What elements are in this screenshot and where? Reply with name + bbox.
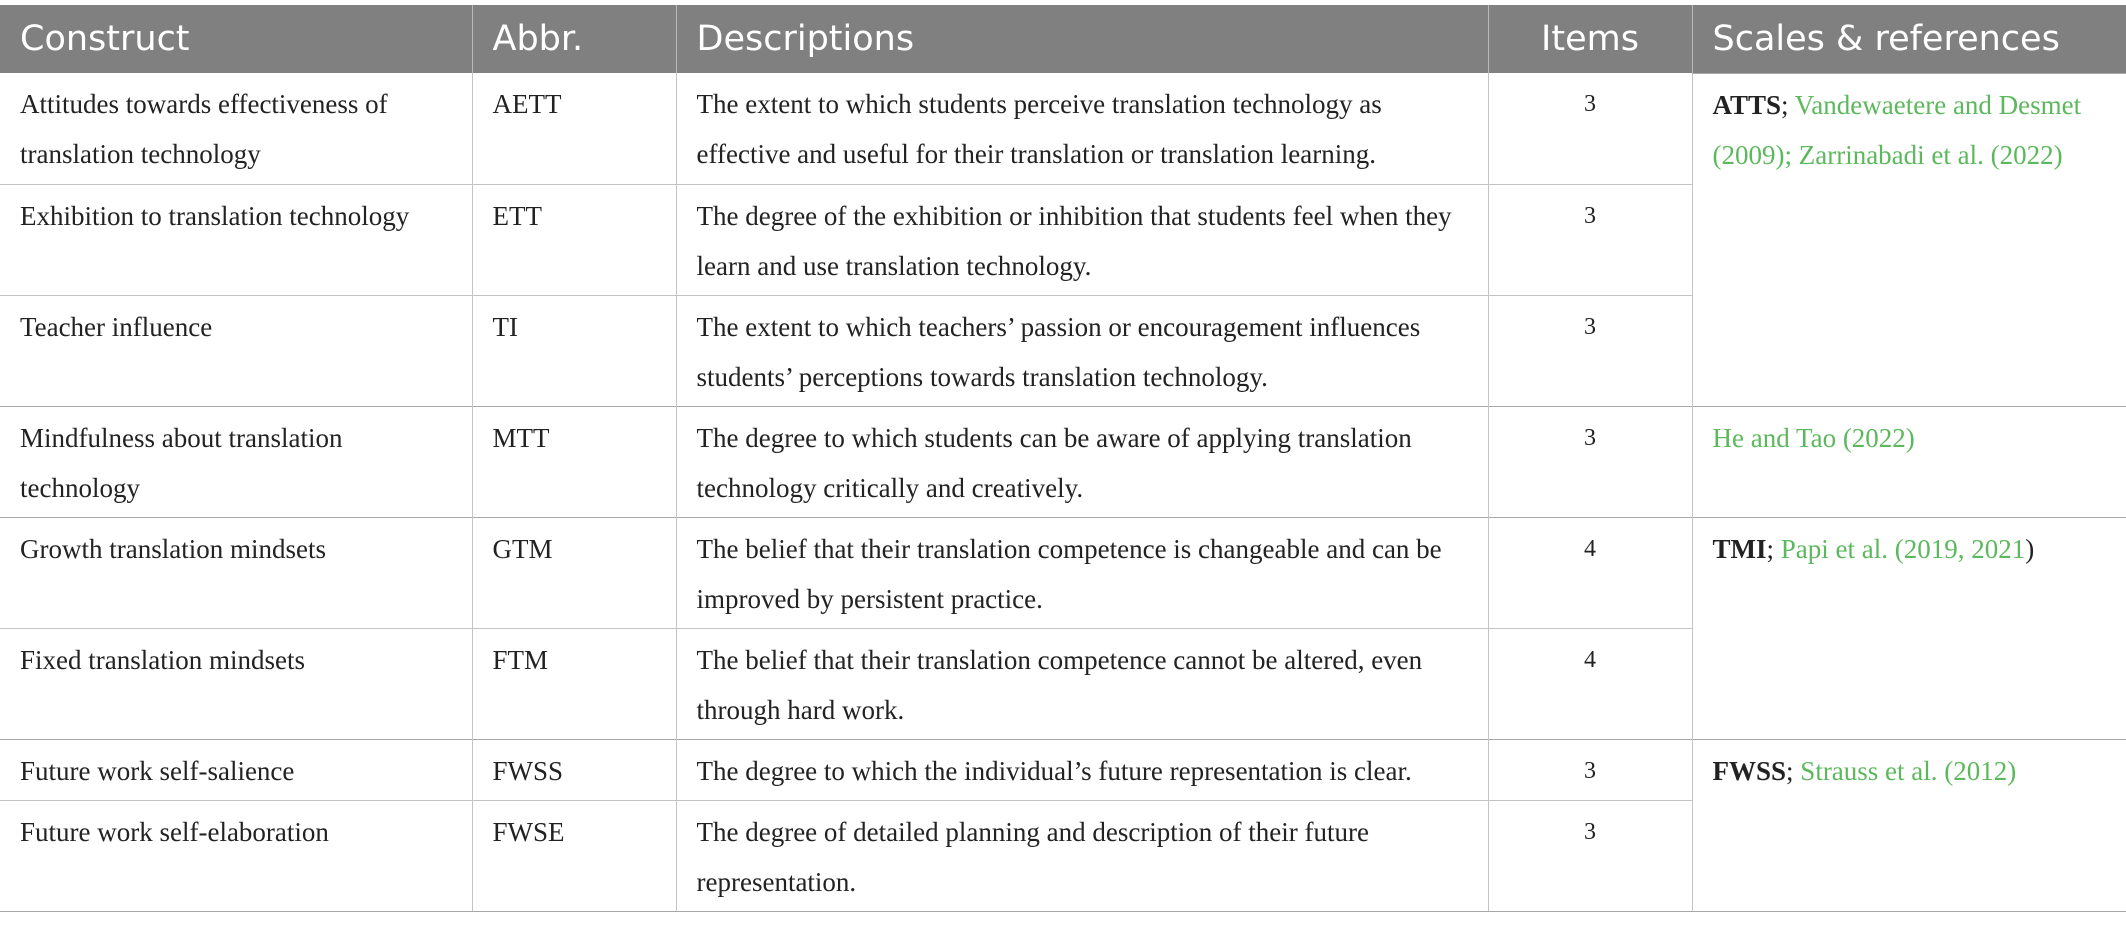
header-abbr: Abbr. <box>472 5 676 73</box>
reference-tail: ) <box>2025 533 2035 564</box>
items-cell: 3 <box>1488 739 1692 800</box>
reference-cell <box>1692 739 2126 911</box>
description-cell: The degree to which students can be aware of applying translation technology critically and creatively. <box>676 406 1488 517</box>
table-header-row <box>0 5 2126 73</box>
construct-cell: Attitudes towards effectiveness of translation technology <box>0 73 472 184</box>
description-cell: The belief that their translation competence is changeable and can be improved by persistent practice. <box>676 517 1488 628</box>
scale-name: FWSS <box>1712 755 1787 786</box>
construct-cell: Mindfulness about translation technology <box>0 406 472 517</box>
header-construct: Construct <box>0 5 472 73</box>
description-cell: The degree of detailed planning and description of their future representation. <box>676 800 1488 911</box>
reference-link[interactable]: Strauss et al. (2012) <box>1800 755 2017 786</box>
items-cell: 3 <box>1488 800 1692 911</box>
abbr-cell: ETT <box>472 184 676 295</box>
reference-link[interactable]: He and Tao (2022) <box>1712 422 1915 453</box>
header-scales: Scales & references <box>1692 5 2126 73</box>
construct-cell: Exhibition to translation technology <box>0 184 472 295</box>
items-cell: 4 <box>1488 628 1692 739</box>
table-row <box>0 73 2126 184</box>
reference-separator: ; <box>1786 755 1801 786</box>
header-items: Items <box>1488 5 1692 73</box>
description-cell: The degree of the exhibition or inhibition that students feel when they learn and use translation technology. <box>676 184 1488 295</box>
abbr-cell: AETT <box>472 73 676 184</box>
table-row <box>0 517 2126 628</box>
abbr-cell: FTM <box>472 628 676 739</box>
abbr-cell: MTT <box>472 406 676 517</box>
header-descriptions: Descriptions <box>676 5 1488 73</box>
items-cell: 4 <box>1488 517 1692 628</box>
items-cell: 3 <box>1488 184 1692 295</box>
description-cell: The degree to which the individual’s future representation is clear. <box>676 739 1488 800</box>
table-row <box>0 739 2126 800</box>
table-row <box>0 406 2126 517</box>
items-cell: 3 <box>1488 406 1692 517</box>
reference-separator: ; <box>1766 533 1781 564</box>
table-container <box>0 5 2126 911</box>
reference-cell <box>1692 73 2126 406</box>
construct-cell: Teacher influence <box>0 295 472 406</box>
scale-name: TMI <box>1712 533 1767 564</box>
description-cell: The extent to which students perceive translation technology as effective and useful for their translation or translation learning. <box>676 73 1488 184</box>
abbr-cell: GTM <box>472 517 676 628</box>
construct-cell: Future work self-elaboration <box>0 800 472 911</box>
table-bottom-rule <box>0 911 2126 912</box>
construct-cell: Fixed translation mindsets <box>0 628 472 739</box>
constructs-table <box>0 5 2126 911</box>
reference-cell <box>1692 517 2126 739</box>
items-cell: 3 <box>1488 73 1692 184</box>
construct-cell: Growth translation mindsets <box>0 517 472 628</box>
reference-separator: ; <box>1781 89 1795 120</box>
reference-link[interactable]: Papi et al. (2019, 2021 <box>1780 533 2026 564</box>
description-cell: The belief that their translation competence cannot be altered, even through hard work. <box>676 628 1488 739</box>
reference-link[interactable]: Vandewaetere and Desmet (2009); Zarrinabadi et al. (2022) <box>1712 89 2082 170</box>
description-cell: The extent to which teachers’ passion or encouragement influences students’ perceptions towards translation technology. <box>676 295 1488 406</box>
scale-name: ATTS <box>1712 89 1782 120</box>
abbr-cell: TI <box>472 295 676 406</box>
abbr-cell: FWSS <box>472 739 676 800</box>
construct-cell: Future work self-salience <box>0 739 472 800</box>
items-cell: 3 <box>1488 295 1692 406</box>
abbr-cell: FWSE <box>472 800 676 911</box>
reference-cell <box>1692 406 2126 517</box>
